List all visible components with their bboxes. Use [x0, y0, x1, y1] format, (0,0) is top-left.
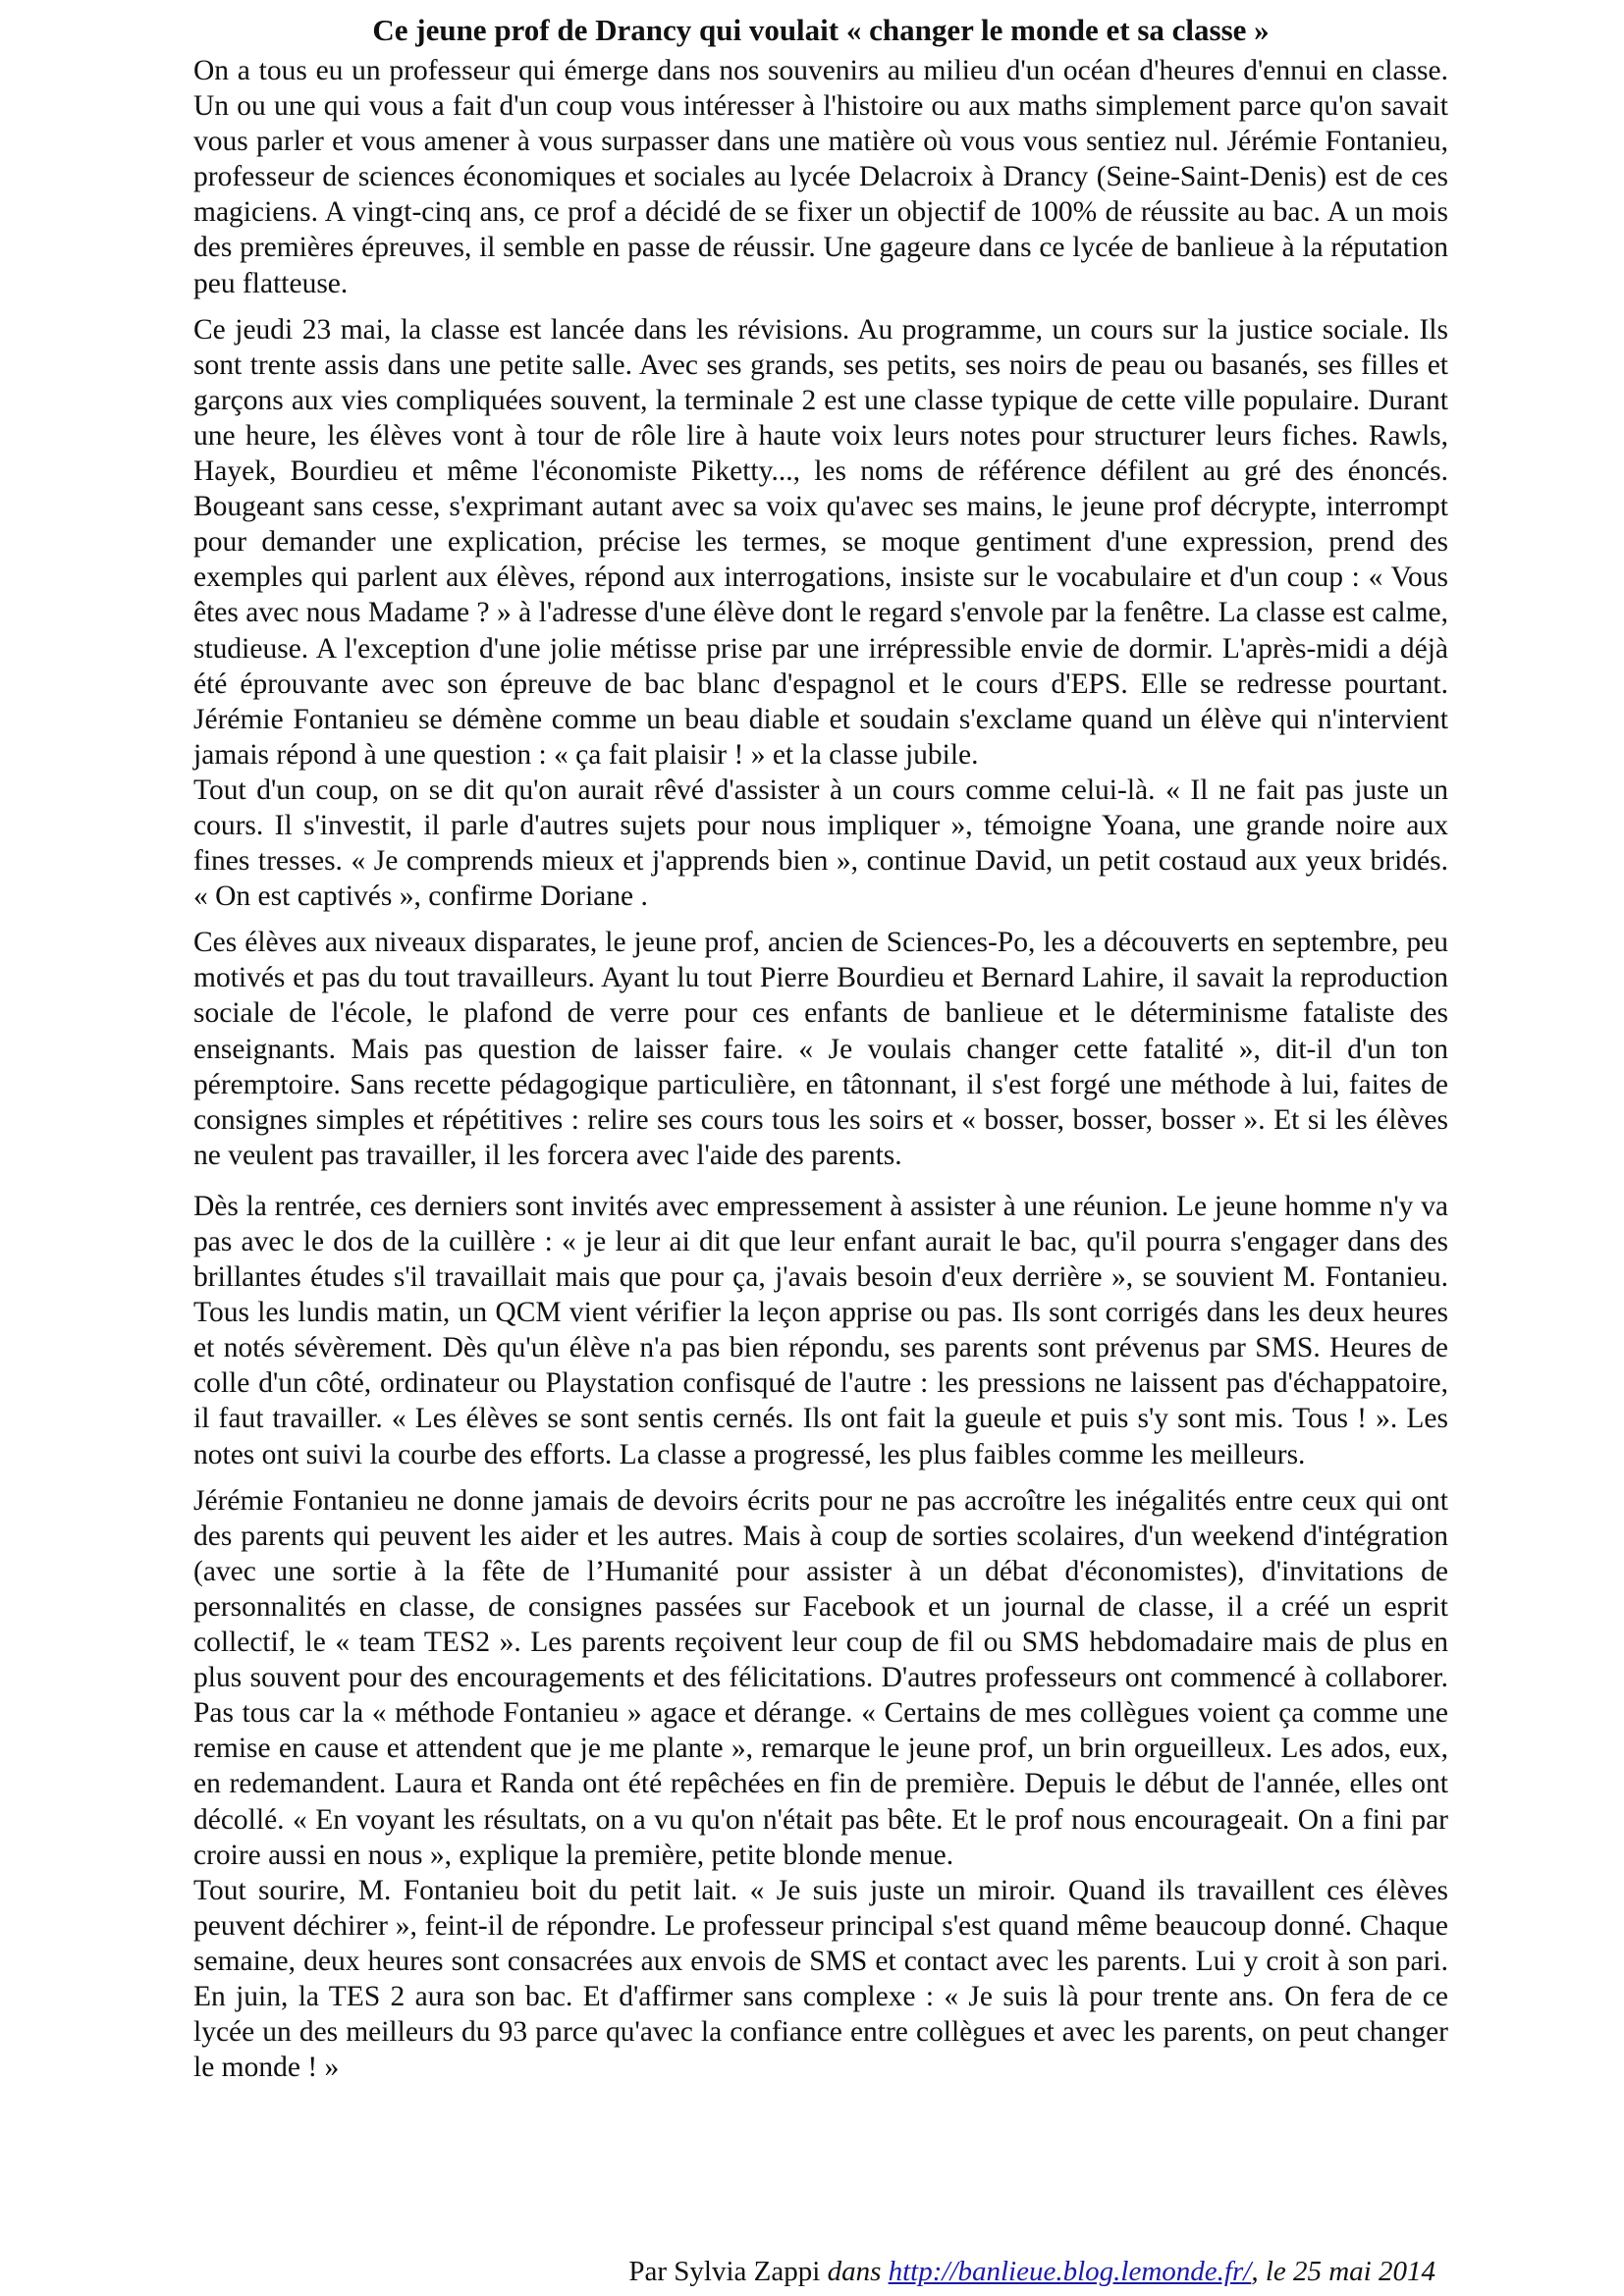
source-link[interactable]: http://banlieue.blog.lemonde.fr/ [888, 2256, 1252, 2287]
article [193, 12, 1448, 2085]
paragraph-team: Jérémie Fontanieu ne donne jamais de devoirs écrits pour ne pas accroître les inégalités entre ceux qui ont des parents qui peuvent les aider et les autres. Mais à coup de sorties scolaires, d'un weekend d'intégration (avec une sortie à la fête de l’Humanité pour assister à un débat d'économistes), d'invitations de personnalités en classe, de consignes passées sur Facebook et un journal de classe, il a créé un esprit collectif, le « team TES2 ». Les parents reçoivent leur coup de fil ou SMS hebdomadaire mais de plus en plus souvent pour des encouragements et des félicitations. D'autres professeurs ont commencé à collaborer. Pas tous car la « méthode Fontanieu » agace et dérange. « Certains de mes collègues voient ça comme une remise en cause et attendent que je me plante », remarque le jeune prof, un brin orgueilleux. Les ados, eux, en redemandent. Laura et Randa ont été repêchées en fin de première. Depuis le début de l'année, elles ont décollé. « En voyant les résultats, on a vu qu'on n'était pas bête. Et le prof nous encourageait. On a fini par croire aussi en nous », explique la première, petite blonde menue. [193, 1484, 1448, 1871]
byline [628, 2254, 1435, 2289]
article-title: Ce jeune prof de Drancy qui voulait « changer le monde et sa classe » [372, 13, 1270, 47]
paragraph-parents: Dès la rentrée, ces derniers sont invités avec empressement à assister à une réunion. Le jeune homme n'y va pas avec le dos de la cuillère : « je leur ai dit que leur enfant aurait le bac, qu'il pourra s'engager dans des brillantes études s'il travaillait mais que pour ça, j'avais besoin d'eux derrière », se souvient M. Fontanieu. Tous les lundis matin, un QCM vient vérifier la leçon apprise ou pas. Ils sont corrigés dans les deux heures et notés sévèrement. Dès qu'un élève n'a pas bien répondu, ses parents sont prévenus par SMS. Heures de colle d'un côté, ordinateur ou Playstation confisqué de l'autre : les pressions ne laissent pas d'échappatoire, il faut travailler. « Les élèves se sont sentis cernés. Ils ont fait la gueule et puis s'y sont mis. Tous ! ». Les notes ont suivi la courbe des efforts. La classe a progressé, les plus faibles comme les meilleurs. [193, 1190, 1448, 1470]
byline-date: , le 25 mai 2014 [1251, 2256, 1435, 2287]
paragraph-method: Ces élèves aux niveaux disparates, le jeune prof, ancien de Sciences-Po, les a découverts en septembre, peu motivés et pas du tout travailleurs. Ayant lu tout Pierre Bourdieu et Bernard Lahire, il savait la reproduction sociale de l'école, le plafond de verre pour ces enfants de banlieue et le déterminisme fataliste des enseignants. Mais pas question de laisser faire. « Je voulais changer cette fatalité », dit-il d'un ton péremptoire. Sans recette pédagogique particulière, en tâtonnant, il s'est forgé une méthode à lui, faites de consignes simples et répétitives : relire ses cours tous les soirs et « bosser, bosser, bosser ». Et si les élèves ne veulent pas travailler, il les forcera avec l'aide des parents. [193, 927, 1448, 1171]
paragraph-class-session: Ce jeudi 23 mai, la classe est lancée dans les révisions. Au programme, un cours sur la justice sociale. Ils sont trente assis dans une petite salle. Avec ses grands, ses petits, ses noirs de peau ou basanés, ses filles et garçons aux vies compliquées souvent, la terminale 2 est une classe typique de cette ville populaire. Durant une heure, les élèves vont à tour de rôle lire à haute voix leurs notes pour structurer leurs fiches. Rawls, Hayek, Bourdieu et même l'économiste Piketty..., les noms de référence défilent au gré des énoncés. Bougeant sans cesse, s'exprimant autant avec sa voix qu'avec ses mains, le jeune prof décrypte, interrompt pour demander une explication, précise les termes, se moque gentiment d'une expression, prend des exemples qui parlent aux élèves, répond aux interrogations, insiste sur le vocabulaire et d'un coup : « Vous êtes avec nous Madame ? » à l'adresse d'une élève dont le regard s'envole par la fenêtre. La classe est calme, studieuse. A l'exception d'une jolie métisse prise par une irrépressible envie de dormir. L'après-midi a déjà été éprouvante avec son épreuve de bac blanc d'espagnol et le cours d'EPS. Elle se redresse pourtant. Jérémie Fontanieu se démène comme un beau diable et soudain s'exclame quand un élève qui n'intervient jamais répond à une question : « ça fait plaisir ! » et la classe jubile. [193, 313, 1448, 771]
paragraph-intro: On a tous eu un professeur qui émerge dans nos souvenirs au milieu d'un océan d'heures d'ennui en classe. Un ou une qui vous a fait d'un coup vous intéresser à l'histoire ou aux maths simplement parce qu'on savait vous parler et vous amener à vous surpasser dans une matière où vous vous sentiez nul. Jérémie Fontanieu, professeur de sciences économiques et sociales au lycée Delacroix à Drancy (Seine-Saint-Denis) est de ces magiciens. A vingt-cinq ans, ce prof a décidé de se fixer un objectif de 100% de réussite au bac. A un mois des premières épreuves, il semble en passe de réussir. Une gageure dans ce lycée de banlieue à la réputation peu flatteuse. [193, 55, 1448, 299]
byline-author: Par Sylvia Zappi [628, 2256, 821, 2287]
byline-dans: dans [827, 2256, 882, 2287]
paragraph-conclusion: Tout sourire, M. Fontanieu boit du petit lait. « Je suis juste un miroir. Quand ils travaillent ces élèves peuvent déchirer », feint-il de répondre. Le professeur principal s'est quand même beaucoup donné. Chaque semaine, deux heures sont consacrées aux envois de SMS et contact avec les parents. Lui y croit à son pari. En juin, la TES 2 aura son bac. Et d'affirmer sans complexe : « Je suis là pour trente ans. On fera de ce lycée un des meilleurs du 93 parce qu'avec la confiance entre collègues et avec les parents, on peut changer le monde ! » [193, 1874, 1448, 2084]
paragraph-student-quotes: Tout d'un coup, on se dit qu'on aurait rêvé d'assister à un cours comme celui-là. « Il ne fait pas juste un cours. Il s'investit, il parle d'autres sujets pour nous impliquer », témoigne Yoana, une grande noire aux fines tresses. « Je comprends mieux et j'apprends bien », continue David, un petit costaud aux yeux bridés. « On est captivés », confirme Doriane . [193, 774, 1448, 913]
